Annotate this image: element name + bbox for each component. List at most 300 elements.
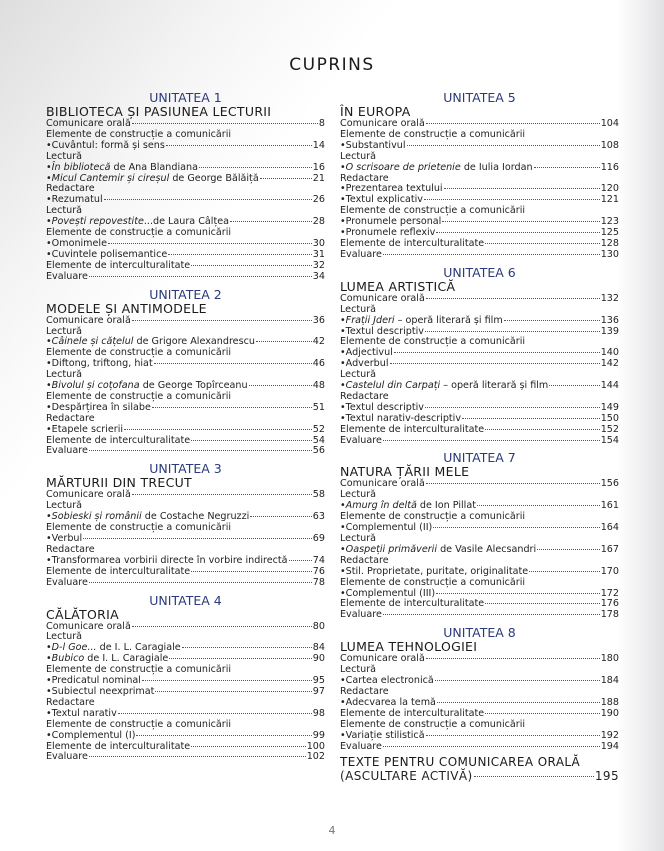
entry-label: Redactare bbox=[340, 554, 389, 566]
entry-label: Lectură bbox=[46, 205, 83, 217]
entry-label: Evaluare bbox=[340, 740, 382, 752]
toc-entry[interactable] bbox=[46, 622, 325, 633]
page-ref: 149 bbox=[600, 401, 619, 413]
entry-label: Lectură bbox=[340, 489, 377, 501]
page-ref: 154 bbox=[600, 434, 619, 446]
entry-label: de Grigore Alexandrescu bbox=[133, 336, 255, 348]
page-ref: 69 bbox=[312, 533, 325, 544]
page-ref: 176 bbox=[600, 598, 619, 610]
entry-label: Subiectul neexprimat bbox=[51, 685, 155, 697]
entry-label: Elemente de construcție a comunicării bbox=[46, 522, 232, 534]
entry-label: Textul explicativ bbox=[345, 194, 423, 206]
entry-label: Elemente de construcție a comunicării bbox=[340, 576, 526, 588]
work-title: Câinele și cățelul bbox=[51, 336, 134, 348]
page-ref: 164 bbox=[600, 522, 619, 534]
entry-label: Omonimele bbox=[51, 237, 107, 249]
unit-6 bbox=[340, 265, 619, 447]
dot-leader bbox=[444, 188, 600, 189]
entry-label: Elemente de construcție a comunicării bbox=[46, 390, 232, 402]
unit-4 bbox=[46, 593, 325, 764]
dot-leader bbox=[191, 440, 312, 441]
page-ref: 136 bbox=[600, 314, 619, 326]
bullet-icon: • bbox=[46, 380, 52, 392]
dot-leader bbox=[89, 276, 312, 277]
dot-leader bbox=[166, 145, 312, 146]
unit-title: MODELE ȘI ANTIMODELE bbox=[46, 300, 207, 316]
entry-label: de Vasile Alecsandri bbox=[437, 543, 537, 555]
entry-label: Predicatul nominal bbox=[51, 675, 141, 687]
entry-label: Redactare bbox=[340, 685, 389, 697]
entry-label: Evaluare bbox=[340, 434, 382, 446]
toc-subheading bbox=[46, 523, 325, 534]
page-ref: 125 bbox=[600, 227, 619, 239]
page-ref: 139 bbox=[600, 325, 619, 337]
dot-leader bbox=[199, 167, 312, 168]
entry-label: Evaluare bbox=[340, 609, 382, 621]
entry-label: Comunicare orală bbox=[46, 489, 131, 501]
bullet-icon: • bbox=[46, 554, 52, 566]
toc-entry[interactable] bbox=[46, 316, 325, 327]
bullet-icon: • bbox=[46, 707, 52, 719]
toc-entry[interactable] bbox=[340, 436, 619, 447]
dot-leader bbox=[260, 178, 312, 179]
bullet-icon: • bbox=[46, 642, 52, 654]
entry-label: Lectură bbox=[340, 369, 377, 381]
page-ref: 74 bbox=[312, 554, 325, 566]
bullet-icon: • bbox=[340, 358, 346, 370]
entry-label: Pronumele personal bbox=[345, 216, 442, 228]
page-ref: 16 bbox=[312, 161, 325, 173]
entry-label: de I. L. Caragiale bbox=[84, 653, 169, 665]
bullet-icon: • bbox=[340, 139, 346, 151]
toc-entry[interactable] bbox=[340, 141, 619, 152]
toc-entry[interactable] bbox=[46, 272, 325, 283]
dot-leader bbox=[83, 538, 312, 539]
dot-leader bbox=[191, 265, 312, 266]
dot-leader bbox=[230, 221, 312, 222]
unit-label: UNITATEA 6 bbox=[443, 264, 516, 280]
work-title: Castelul din Carpați bbox=[345, 380, 441, 392]
page-ref: 140 bbox=[600, 347, 619, 359]
toc-entry[interactable] bbox=[340, 742, 619, 753]
entry-label: Elemente de construcție a comunicării bbox=[340, 718, 526, 730]
page-ref: 150 bbox=[600, 412, 619, 424]
entry-label: Elemente de construcție a comunicării bbox=[46, 227, 232, 239]
entry-label: Diftong, triftong, hiat bbox=[51, 358, 153, 370]
entry-label: Evaluare bbox=[46, 751, 88, 763]
entry-label: Stil. Proprietate, puritate, originalitate bbox=[345, 565, 529, 577]
entry-label: Lectură bbox=[46, 500, 83, 512]
entry-label: Comunicare orală bbox=[340, 118, 425, 129]
dot-leader bbox=[383, 254, 600, 255]
unit-label: UNITATEA 1 bbox=[149, 90, 222, 105]
page-ref: 178 bbox=[600, 609, 619, 621]
work-title: Amurg în deltă bbox=[345, 500, 417, 512]
entry-label: Elemente de construcție a comunicării bbox=[46, 347, 232, 359]
unit-title: ÎN EUROPA bbox=[340, 104, 411, 119]
unit-label: UNITATEA 7 bbox=[443, 450, 516, 466]
page-ref: 90 bbox=[312, 653, 325, 665]
entry-label: Evaluare bbox=[340, 248, 382, 260]
entry-label: Elemente de construcție a comunicării bbox=[340, 128, 526, 140]
entry-label: Pronumele reflexiv bbox=[345, 227, 436, 239]
page-ref: 121 bbox=[600, 194, 619, 206]
entry-label: Comunicare orală bbox=[46, 314, 131, 326]
entry-label: Comunicare orală bbox=[46, 118, 131, 129]
bullet-icon: • bbox=[340, 194, 346, 206]
bullet-icon: • bbox=[340, 565, 346, 577]
entry-label: Cartea electronică bbox=[345, 675, 434, 687]
page-ref: 100 bbox=[306, 740, 325, 752]
entry-label: Elemente de interculturalitate bbox=[340, 423, 485, 435]
bullet-icon: • bbox=[340, 729, 346, 741]
entry-label: Lectură bbox=[340, 303, 377, 315]
dot-leader bbox=[132, 494, 312, 495]
dot-leader bbox=[289, 560, 312, 561]
entry-label: Lectură bbox=[340, 150, 377, 162]
page-ref: 180 bbox=[600, 653, 619, 665]
entry-label: – operă literară și film bbox=[394, 314, 503, 326]
dot-leader bbox=[383, 746, 600, 747]
dot-leader bbox=[426, 298, 600, 299]
dot-leader bbox=[424, 199, 600, 200]
dot-leader bbox=[168, 254, 312, 255]
toc-entry[interactable] bbox=[46, 446, 325, 457]
entry-label: de Ana Blandiana bbox=[110, 161, 198, 173]
entry-label: Lectură bbox=[46, 369, 83, 381]
entry-text bbox=[46, 446, 88, 457]
page-ref: 36 bbox=[312, 314, 325, 326]
dot-leader bbox=[442, 221, 599, 222]
toc-entry[interactable] bbox=[340, 250, 619, 261]
bullet-icon: • bbox=[340, 696, 346, 708]
page-number: 4 bbox=[328, 824, 336, 837]
page-ref: 116 bbox=[600, 161, 619, 173]
bullet-icon: • bbox=[340, 347, 346, 359]
toc-entry[interactable] bbox=[340, 479, 619, 490]
bullet-icon: • bbox=[46, 511, 52, 523]
dot-leader bbox=[485, 603, 600, 604]
dot-leader bbox=[152, 407, 312, 408]
entry-label: – operă literară și film bbox=[440, 380, 549, 392]
entry-label: Variație stilistică bbox=[345, 729, 425, 741]
entry-label: de Ion Pillat bbox=[416, 500, 476, 512]
dot-leader bbox=[154, 363, 312, 364]
toc-entry[interactable] bbox=[340, 610, 619, 621]
unit-8 bbox=[340, 625, 619, 752]
bullet-icon: • bbox=[46, 423, 52, 435]
entry-label: Elemente de construcție a comunicării bbox=[46, 128, 232, 140]
page-ref: 161 bbox=[600, 500, 619, 512]
dot-leader bbox=[124, 429, 312, 430]
bullet-icon: • bbox=[46, 336, 52, 348]
toc-entry[interactable] bbox=[340, 359, 619, 370]
entry-label: Evaluare bbox=[46, 445, 88, 457]
dot-leader bbox=[426, 735, 600, 736]
page-ref: 152 bbox=[600, 423, 619, 435]
page-ref: 76 bbox=[312, 565, 325, 577]
bullet-icon: • bbox=[46, 533, 52, 544]
toc-column-right bbox=[340, 88, 619, 783]
dot-leader bbox=[383, 440, 600, 441]
entry-label: Elemente de construcție a comunicării bbox=[340, 511, 526, 523]
bullet-icon: • bbox=[46, 653, 52, 665]
dot-leader bbox=[485, 713, 600, 714]
unit-title: LUMEA TEHNOLOGIEI bbox=[340, 639, 478, 655]
bullet-icon: • bbox=[340, 161, 346, 173]
bullet-icon: • bbox=[340, 401, 346, 413]
bullet-icon: • bbox=[340, 587, 346, 599]
bullet-icon: • bbox=[46, 685, 52, 697]
dot-leader bbox=[504, 320, 600, 321]
page-ref: 98 bbox=[312, 707, 325, 719]
entry-label: Cuvintele polisemantice bbox=[51, 248, 168, 260]
dot-leader bbox=[136, 735, 311, 736]
page-ref: 46 bbox=[312, 358, 325, 370]
dot-leader bbox=[169, 658, 311, 659]
page-ref: 78 bbox=[312, 576, 325, 588]
entry-label: Redactare bbox=[46, 543, 95, 555]
unit-label: UNITATEA 2 bbox=[149, 286, 222, 302]
toc-entry[interactable] bbox=[46, 578, 325, 589]
unit-title: BIBLIOTECA ȘI PASIUNEA LECTURII bbox=[46, 104, 272, 119]
page-ref: 21 bbox=[312, 172, 325, 184]
entry-label: ...de Laura Câlțea bbox=[143, 216, 230, 228]
dot-leader bbox=[142, 680, 312, 681]
final-section-title: TEXTE PENTRU COMUNICAREA ORALĂ bbox=[340, 755, 581, 770]
page-ref: 80 bbox=[312, 620, 325, 632]
dot-leader bbox=[436, 593, 600, 594]
toc-entry[interactable] bbox=[340, 294, 619, 305]
dot-leader bbox=[249, 385, 312, 386]
entry-text bbox=[340, 250, 382, 261]
page-title: CUPRINS bbox=[289, 55, 375, 75]
final-section[interactable] bbox=[340, 756, 619, 783]
entry-label: Redactare bbox=[340, 172, 389, 184]
page-ref: 99 bbox=[312, 729, 325, 741]
bullet-icon: • bbox=[340, 325, 346, 337]
bullet-icon: • bbox=[46, 172, 52, 184]
entry-label: de Iulia Iordan bbox=[460, 161, 533, 173]
dot-leader bbox=[462, 418, 600, 419]
dot-leader bbox=[425, 407, 600, 408]
work-title: Oaspeții primăverii bbox=[345, 543, 438, 555]
work-title: Povești repovestite bbox=[51, 216, 144, 228]
bullet-icon: • bbox=[46, 401, 52, 413]
dot-leader bbox=[436, 232, 599, 233]
dot-leader bbox=[250, 516, 312, 517]
page-ref: 120 bbox=[600, 183, 619, 195]
entry-label: Comunicare orală bbox=[46, 620, 131, 632]
bullet-icon: • bbox=[340, 543, 346, 555]
final-section-subtitle: (ASCULTARE ACTIVĂ) bbox=[340, 768, 473, 783]
entry-label: Elemente de construcție a comunicării bbox=[46, 664, 232, 676]
entry-label: Elemente de interculturalitate bbox=[46, 565, 191, 577]
page-ref: 130 bbox=[600, 248, 619, 260]
page-ref: 32 bbox=[312, 259, 325, 271]
page-ref: 14 bbox=[312, 139, 325, 151]
entry-label: Rezumatul bbox=[51, 194, 103, 206]
page-ref: 192 bbox=[600, 729, 619, 741]
page-ref: 95 bbox=[312, 675, 325, 687]
page-ref: 102 bbox=[306, 751, 325, 763]
entry-label: Elemente de construcție a comunicării bbox=[340, 336, 526, 348]
dot-leader bbox=[104, 199, 312, 200]
dot-leader bbox=[529, 571, 599, 572]
dot-leader bbox=[433, 527, 599, 528]
work-title: O scrisoare de prietenie bbox=[345, 161, 461, 173]
dot-leader bbox=[426, 658, 600, 659]
page-ref: 54 bbox=[312, 434, 325, 446]
page-ref: 156 bbox=[600, 478, 619, 490]
final-section-row bbox=[340, 770, 619, 784]
bullet-icon: • bbox=[340, 314, 346, 326]
entry-label: Complementul (II) bbox=[345, 522, 433, 534]
unit-label: UNITATEA 3 bbox=[149, 461, 222, 477]
bullet-icon: • bbox=[340, 675, 346, 687]
dot-leader bbox=[474, 776, 594, 777]
dot-leader bbox=[108, 243, 312, 244]
unit-label: UNITATEA 5 bbox=[443, 90, 516, 105]
entry-label: Etapele scrierii bbox=[51, 423, 124, 435]
entry-label: Cuvântul: formă și sens bbox=[51, 139, 165, 151]
bullet-icon: • bbox=[340, 183, 346, 195]
bullet-icon: • bbox=[46, 139, 52, 151]
entry-label: Comunicare orală bbox=[340, 653, 425, 665]
bullet-icon: • bbox=[340, 500, 346, 512]
page-ref: 132 bbox=[600, 292, 619, 304]
unit-5 bbox=[340, 90, 619, 261]
bullet-icon: • bbox=[340, 227, 346, 239]
page-ref: 167 bbox=[600, 543, 619, 555]
dot-leader bbox=[383, 614, 600, 615]
bullet-icon: • bbox=[340, 380, 346, 392]
page-ref: 34 bbox=[312, 270, 325, 282]
unit-7 bbox=[340, 450, 619, 621]
entry-label: Elemente de interculturalitate bbox=[340, 598, 485, 610]
bullet-icon: • bbox=[46, 216, 52, 228]
work-title: Bubico bbox=[51, 653, 85, 665]
entry-label: Redactare bbox=[340, 390, 389, 402]
dot-leader bbox=[89, 756, 306, 757]
entry-label: Textul descriptiv bbox=[345, 325, 424, 337]
entry-label: Elemente de interculturalitate bbox=[46, 740, 191, 752]
page-ref: 28 bbox=[312, 216, 325, 228]
entry-text bbox=[340, 436, 382, 447]
entry-label: Evaluare bbox=[46, 576, 88, 588]
toc-entry[interactable] bbox=[46, 752, 325, 763]
entry-text bbox=[46, 578, 88, 589]
work-title: Frații Jderi bbox=[345, 314, 395, 326]
dot-leader bbox=[256, 341, 312, 342]
dot-leader bbox=[132, 320, 312, 321]
dot-leader bbox=[485, 429, 600, 430]
entry-label: Lectură bbox=[46, 150, 83, 162]
dot-leader bbox=[407, 145, 600, 146]
entry-label: Lectură bbox=[340, 664, 377, 676]
bullet-icon: • bbox=[340, 522, 346, 534]
page-ref: 104 bbox=[600, 118, 619, 129]
bullet-icon: • bbox=[46, 161, 52, 173]
page-ref: 184 bbox=[600, 675, 619, 687]
entry-label: Lectură bbox=[46, 631, 83, 643]
page-ref: 190 bbox=[600, 707, 619, 719]
toc-entry[interactable] bbox=[46, 359, 325, 370]
page-ref: 48 bbox=[312, 380, 325, 392]
toc-entry[interactable] bbox=[46, 490, 325, 501]
page-ref: 144 bbox=[600, 380, 619, 392]
unit-title: CĂLĂTORIA bbox=[46, 606, 119, 622]
entry-label: Substantivul bbox=[345, 139, 406, 151]
entry-label: Despărțirea în silabe bbox=[51, 401, 151, 413]
entry-label: Elemente de construcție a comunicării bbox=[46, 718, 232, 730]
toc-entry[interactable] bbox=[340, 654, 619, 665]
dot-leader bbox=[118, 713, 312, 714]
bullet-icon: • bbox=[46, 729, 52, 741]
page-ref: 108 bbox=[600, 139, 619, 151]
entry-text bbox=[46, 272, 88, 283]
page-ref: 42 bbox=[312, 336, 325, 348]
entry-label: Elemente de interculturalitate bbox=[46, 259, 191, 271]
entry-label: de George Bălăiță bbox=[169, 172, 259, 184]
unit-2 bbox=[46, 287, 325, 458]
dot-leader bbox=[425, 331, 600, 332]
toc-entry[interactable] bbox=[46, 195, 325, 206]
work-title: D-l Goe... bbox=[51, 642, 97, 654]
bullet-icon: • bbox=[46, 237, 52, 249]
page-ref: 97 bbox=[312, 685, 325, 697]
entry-label: Complementul (III) bbox=[345, 587, 436, 599]
dot-leader bbox=[132, 123, 318, 124]
entry-label: Adverbul bbox=[345, 358, 389, 370]
bullet-icon: • bbox=[340, 216, 346, 228]
dot-leader bbox=[534, 167, 600, 168]
unit-1 bbox=[46, 90, 325, 283]
entry-label: Textul descriptiv bbox=[345, 401, 424, 413]
dot-leader bbox=[191, 571, 312, 572]
entry-label: Adecvarea la temă bbox=[345, 696, 436, 708]
entry-label: Elemente de construcție a comunicării bbox=[340, 205, 526, 217]
entry-text bbox=[340, 742, 382, 753]
dot-leader bbox=[437, 702, 600, 703]
entry-text bbox=[46, 752, 88, 763]
entry-label: de I. L. Caragiale bbox=[96, 642, 181, 654]
bullet-icon: • bbox=[46, 194, 52, 206]
dot-leader bbox=[390, 363, 600, 364]
entry-label: Elemente de interculturalitate bbox=[340, 237, 485, 249]
page-ref: 26 bbox=[312, 194, 325, 206]
work-title: Sobieski și românii bbox=[51, 511, 142, 523]
page-ref: 123 bbox=[600, 216, 619, 228]
work-title: Bivolul și coțofana bbox=[51, 380, 140, 392]
page-ref: 188 bbox=[600, 696, 619, 708]
entry-label: Redactare bbox=[46, 183, 95, 195]
dot-leader bbox=[394, 352, 600, 353]
entry-label: Prezentarea textului bbox=[345, 183, 443, 195]
entry-label: Redactare bbox=[46, 412, 95, 424]
entry-label: Comunicare orală bbox=[340, 292, 425, 304]
page-ref: 170 bbox=[600, 565, 619, 577]
entry-label: Complementul (I) bbox=[51, 729, 136, 741]
entry-label: de Costache Negruzzi bbox=[141, 511, 250, 523]
toc-entry[interactable] bbox=[46, 141, 325, 152]
page-ref: 52 bbox=[312, 423, 325, 435]
page-ref: 63 bbox=[312, 511, 325, 523]
toc-entry[interactable] bbox=[340, 523, 619, 534]
entry-label: Lectură bbox=[340, 533, 377, 544]
page-ref: 172 bbox=[600, 587, 619, 599]
unit-label: UNITATEA 8 bbox=[443, 625, 516, 641]
